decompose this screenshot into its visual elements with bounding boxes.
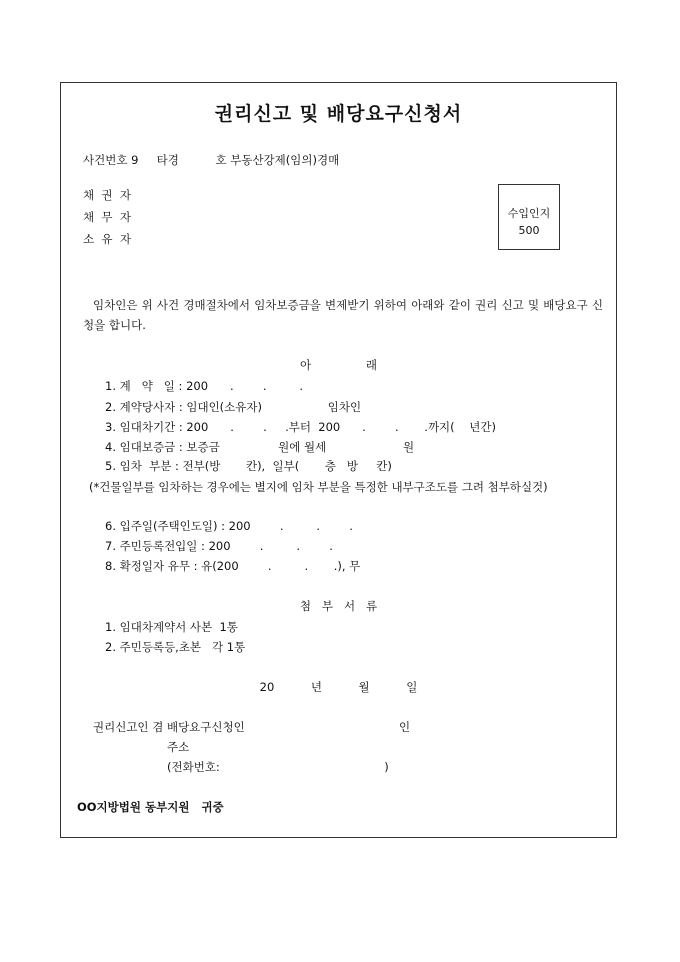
form-frame (60, 82, 617, 838)
party-owner: 소 유 자 (83, 232, 131, 246)
stamp-label: 수입인지 (507, 207, 551, 220)
court-addressee: OO지방법원 동부지원 귀중 (77, 800, 224, 814)
party-creditor: 채 권 자 (83, 188, 131, 202)
address-label: 주소 (167, 740, 190, 754)
item-deposit: 4. 임대보증금 : 보증금 원에 월세 원 (105, 440, 415, 454)
party-debtor: 채 무 자 (83, 210, 131, 224)
item-resident-registration: 7. 주민등록전입일 : 200 . . . (105, 539, 333, 553)
form-title: 권리신고 및 배당요구신청서 (214, 103, 463, 125)
phone-label: (전화번호: ) (167, 760, 389, 774)
item-leased-part: 5. 임차 부분 : 전부(방 칸), 일부( 층 방 칸) (105, 459, 392, 473)
item-lease-period: 3. 임대차기간 : 200 . . .부터 200 . . .까지( 년간) (105, 420, 496, 434)
item-contract-date: 1. 계 약 일 : 200 . . . (105, 379, 304, 393)
heading-attachments: 첨 부 서 류 (299, 599, 378, 613)
item-move-in-date: 6. 입주일(주택인도일) : 200 . . . (105, 519, 353, 533)
note-structure-drawing: (*건물일부를 임차하는 경우에는 별지에 임차 부분을 특정한 내부구조도를 그려 첨부하실것) (89, 480, 548, 494)
heading-below: 아 래 (299, 358, 378, 372)
date-line: 20 년 월 일 (259, 680, 418, 694)
stamp-amount: 500 (518, 224, 540, 237)
item-parties: 2. 계약당사자 : 임대인(소유자) 임차인 (105, 400, 362, 414)
item-fixed-date: 8. 확정일자 유무 : 유(200 . . .), 무 (105, 559, 361, 573)
attachment-resident-record: 2. 주민등록등,초본 각 1통 (105, 640, 246, 654)
attachment-lease-copy: 1. 임대차계약서 사본 1통 (105, 620, 238, 634)
applicant-label: 권리신고인 겸 배당요구신청인 (93, 720, 245, 734)
seal-mark: 인 (399, 720, 411, 734)
intro-paragraph: 임차인은 위 사건 경매절차에서 임차보증금을 변제받기 위하여 아래와 같이 권리 신고 및 배당요구 신청을 합니다. (83, 298, 603, 332)
revenue-stamp-box (498, 184, 560, 250)
case-number-line: 사건번호 9 타경 호 부동산강제(임의)경매 (83, 153, 340, 167)
